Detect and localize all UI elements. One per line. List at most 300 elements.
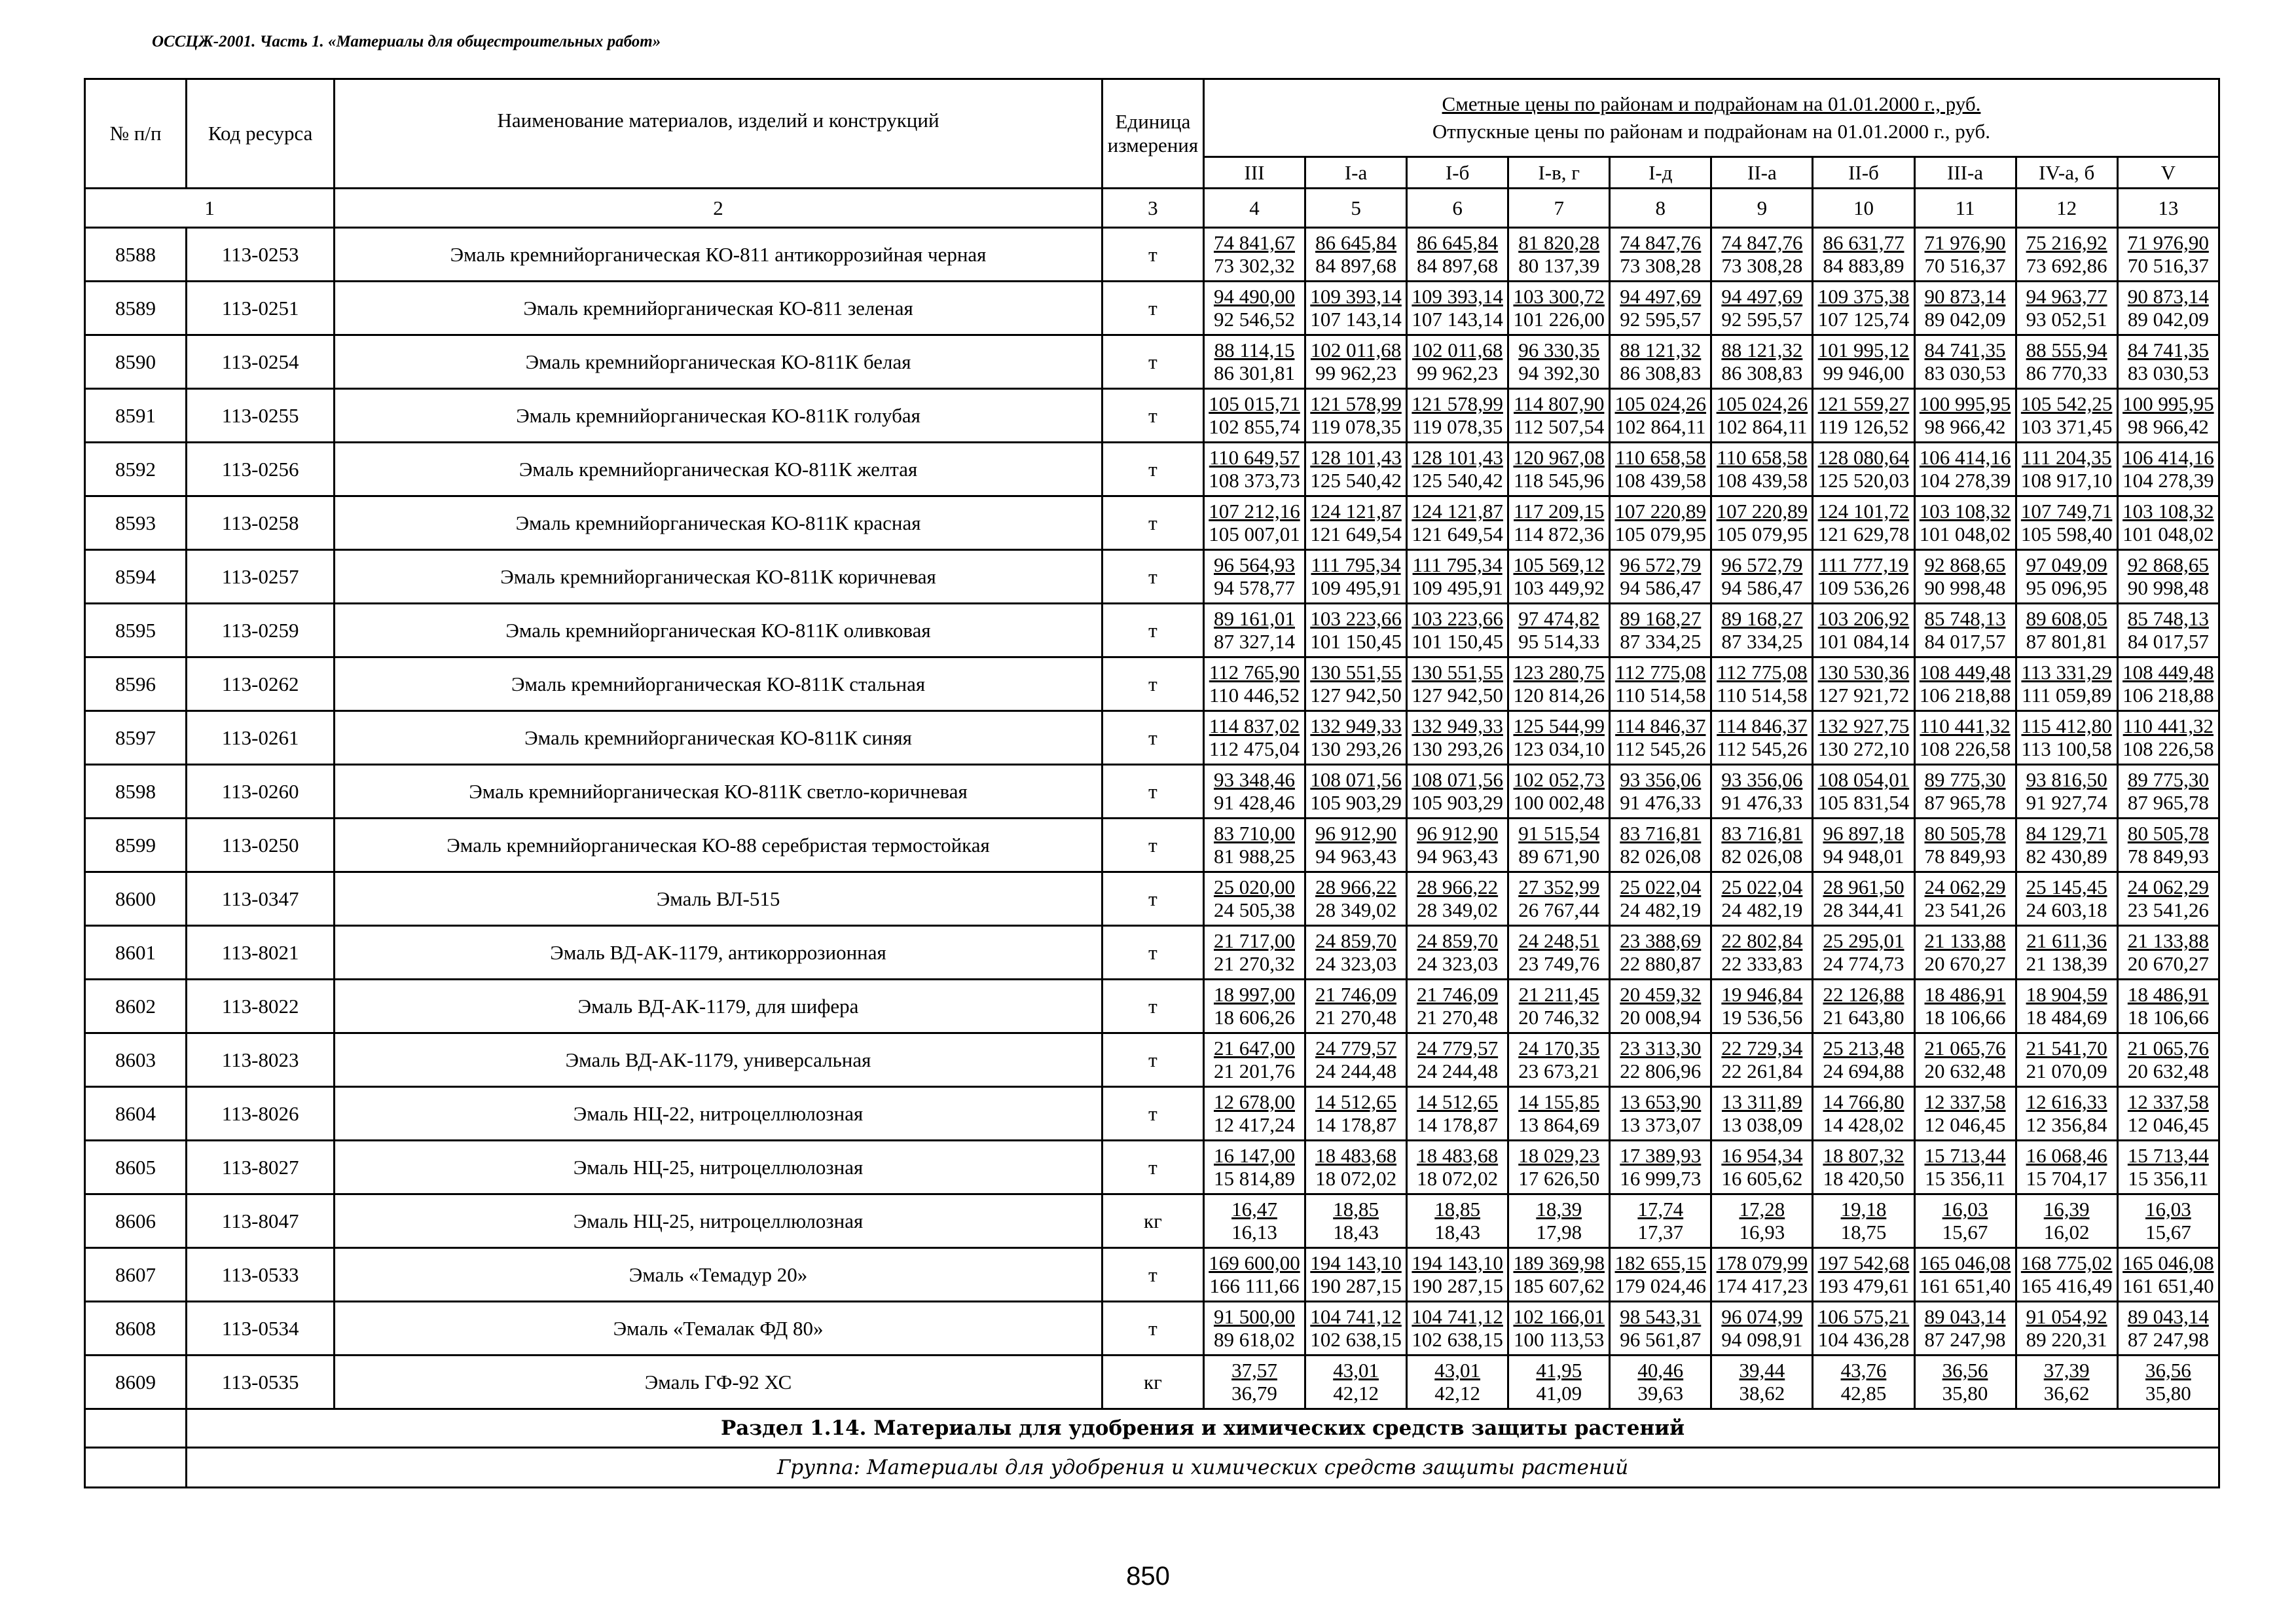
release-price: 103 371,45 — [2020, 415, 2113, 438]
price-cell — [2016, 1194, 2117, 1248]
estimate-price: 28 966,22 — [1417, 876, 1499, 898]
estimate-price: 102 052,73 — [1513, 768, 1605, 791]
estimate-price: 121 578,99 — [1412, 392, 1503, 415]
price-cell — [2117, 604, 2219, 657]
price-cell — [2117, 872, 2219, 926]
price-cell — [1711, 443, 1813, 496]
row-number: 8602 — [85, 980, 187, 1033]
table-row — [85, 1087, 2219, 1141]
release-price: 92 546,52 — [1213, 308, 1295, 331]
row-number: 8592 — [85, 443, 187, 496]
table-row — [85, 496, 2219, 550]
estimate-price: 20 459,32 — [1620, 983, 1702, 1006]
release-price: 89 220,31 — [2026, 1328, 2107, 1351]
price-cell — [2016, 550, 2117, 604]
unit: т — [1102, 657, 1203, 711]
release-price: 105 079,95 — [1716, 523, 1808, 545]
price-cell — [1407, 282, 1508, 335]
table-row — [85, 335, 2219, 389]
estimate-price: 15 713,44 — [2127, 1144, 2209, 1167]
price-cell — [1711, 872, 1813, 926]
material-name: Эмаль кремнийорганическая КО-811К синяя — [335, 711, 1102, 765]
estimate-price: 17,28 — [1739, 1198, 1785, 1221]
price-cell — [1711, 228, 1813, 282]
price-cell — [1203, 389, 1305, 443]
column-number: 13 — [2117, 189, 2219, 228]
estimate-price: 109 393,14 — [1412, 285, 1503, 308]
price-cell — [2016, 657, 2117, 711]
price-cell — [1508, 389, 1610, 443]
release-price: 16 999,73 — [1620, 1167, 1702, 1190]
release-price: 101 150,45 — [1310, 630, 1402, 653]
release-price: 87 327,14 — [1213, 630, 1295, 653]
price-cell — [1813, 1248, 1914, 1302]
price-cell — [1305, 389, 1407, 443]
resource-code: 113-0250 — [187, 819, 335, 872]
release-price: 73 302,32 — [1213, 254, 1295, 277]
price-cell — [1305, 980, 1407, 1033]
release-price: 109 495,91 — [1412, 576, 1503, 599]
price-cell — [1305, 335, 1407, 389]
price-cell — [1407, 1033, 1508, 1087]
release-price: 104 436,28 — [1817, 1328, 1910, 1351]
estimate-price: 105 015,71 — [1209, 392, 1300, 415]
table-row — [85, 1033, 2219, 1087]
estimate-price: 43,01 — [1434, 1359, 1481, 1382]
column-number: 4 — [1203, 189, 1305, 228]
price-cell — [1203, 872, 1305, 926]
unit: т — [1102, 496, 1203, 550]
release-price: 94 586,47 — [1721, 576, 1803, 599]
release-price: 105 007,01 — [1209, 523, 1300, 545]
release-price: 110 514,58 — [1615, 684, 1706, 707]
unit: т — [1102, 282, 1203, 335]
price-cell — [1610, 926, 1711, 980]
region-header: III-а — [1914, 157, 2016, 189]
resource-code: 113-0347 — [187, 872, 335, 926]
price-cell — [1508, 335, 1610, 389]
estimate-price: 94 490,00 — [1213, 285, 1295, 308]
unit: т — [1102, 1302, 1203, 1356]
price-cell — [1305, 550, 1407, 604]
estimate-price: 13 653,90 — [1620, 1090, 1702, 1113]
release-price: 190 287,15 — [1412, 1274, 1503, 1297]
price-cell — [1508, 926, 1610, 980]
price-cell — [1711, 1033, 1813, 1087]
estimate-price: 36,56 — [1942, 1359, 1988, 1382]
release-price: 87 334,25 — [1721, 630, 1803, 653]
release-price: 21 138,39 — [2026, 952, 2107, 975]
price-cell — [1508, 604, 1610, 657]
price-cell — [1711, 389, 1813, 443]
release-price: 19 536,56 — [1721, 1006, 1803, 1029]
estimate-price: 112 765,90 — [1209, 661, 1300, 684]
estimate-price: 110 441,32 — [2123, 714, 2214, 737]
estimate-price: 18 486,91 — [1924, 983, 2006, 1006]
price-cell — [1203, 1356, 1305, 1409]
price-cell — [2117, 1033, 2219, 1087]
column-number: 11 — [1914, 189, 2016, 228]
release-price: 113 100,58 — [2021, 737, 2112, 760]
release-price: 12 417,24 — [1213, 1113, 1295, 1136]
estimate-price: 25 145,45 — [2026, 876, 2107, 898]
estimate-price: 12 337,58 — [1924, 1090, 2006, 1113]
table-row — [85, 604, 2219, 657]
price-cell — [1203, 1194, 1305, 1248]
table-row — [85, 819, 2219, 872]
release-price: 83 030,53 — [1924, 361, 2006, 384]
material-name: Эмаль ВД-АК-1179, для шифера — [335, 980, 1102, 1033]
estimate-price: 36,56 — [2145, 1359, 2191, 1382]
price-cell — [1508, 443, 1610, 496]
estimate-price: 107 212,16 — [1209, 500, 1300, 523]
table-row — [85, 1302, 2219, 1356]
estimate-price: 108 449,48 — [1919, 661, 2011, 684]
price-cell — [1610, 228, 1711, 282]
release-price: 125 540,42 — [1310, 469, 1402, 492]
release-price: 14 178,87 — [1417, 1113, 1499, 1136]
release-price: 179 024,46 — [1614, 1274, 1707, 1297]
release-price: 94 948,01 — [1823, 845, 1904, 868]
estimate-price: 132 927,75 — [1817, 714, 1910, 737]
estimate-price: 18 486,91 — [2127, 983, 2209, 1006]
release-price: 92 595,57 — [1721, 308, 1803, 331]
release-price: 102 864,11 — [1615, 415, 1706, 438]
price-cell — [1407, 819, 1508, 872]
row-number: 8593 — [85, 496, 187, 550]
material-name: Эмаль ВД-АК-1179, универсальная — [335, 1033, 1102, 1087]
resource-code: 113-0257 — [187, 550, 335, 604]
price-cell — [1813, 1033, 1914, 1087]
estimate-price: 111 795,34 — [1412, 553, 1503, 576]
price-cell — [1914, 228, 2016, 282]
price-cell — [2016, 443, 2117, 496]
section-blank-cell — [85, 1409, 187, 1448]
price-cell — [1203, 657, 1305, 711]
release-price: 18 420,50 — [1823, 1167, 1904, 1190]
price-cell — [1610, 1302, 1711, 1356]
price-cell — [1914, 980, 2016, 1033]
column-number: 8 — [1610, 189, 1711, 228]
price-cell — [1203, 765, 1305, 819]
price-cell — [1914, 1033, 2016, 1087]
resource-code: 113-0534 — [187, 1302, 335, 1356]
price-cell — [1610, 335, 1711, 389]
release-price: 94 098,91 — [1721, 1328, 1803, 1351]
release-price: 15,67 — [2145, 1221, 2191, 1244]
estimate-price: 80 505,78 — [2127, 822, 2209, 845]
estimate-price: 18 997,00 — [1213, 983, 1295, 1006]
release-price: 109 495,91 — [1310, 576, 1402, 599]
estimate-price: 165 046,08 — [2123, 1251, 2214, 1274]
release-price: 193 479,61 — [1817, 1274, 1910, 1297]
release-price: 24 323,03 — [1417, 952, 1499, 975]
release-price: 125 520,03 — [1817, 469, 1910, 492]
column-number: 3 — [1102, 189, 1203, 228]
estimate-price: 89 775,30 — [1924, 768, 2006, 791]
table-row — [85, 1141, 2219, 1194]
material-name: Эмаль НЦ-22, нитроцеллюлозная — [335, 1087, 1102, 1141]
release-price: 121 649,54 — [1412, 523, 1503, 545]
estimate-price: 41,95 — [1536, 1359, 1582, 1382]
release-price: 17 626,50 — [1518, 1167, 1600, 1190]
price-cell — [2117, 1302, 2219, 1356]
estimate-price: 97 474,82 — [1518, 607, 1600, 630]
estimate-price: 91 054,92 — [2026, 1305, 2107, 1328]
estimate-price: 88 121,32 — [1620, 339, 1702, 361]
estimate-price: 83 710,00 — [1213, 822, 1295, 845]
release-price: 119 078,35 — [1310, 415, 1402, 438]
release-price: 185 607,62 — [1513, 1274, 1605, 1297]
estimate-price: 89 161,01 — [1213, 607, 1295, 630]
price-cell — [1203, 711, 1305, 765]
estimate-price: 84 741,35 — [2127, 339, 2209, 361]
price-cell — [1407, 1141, 1508, 1194]
release-price: 39,63 — [1637, 1382, 1684, 1405]
price-cell — [1610, 1033, 1711, 1087]
table-row — [85, 926, 2219, 980]
estimate-price: 110 658,58 — [1615, 446, 1706, 469]
unit: т — [1102, 1033, 1203, 1087]
unit: т — [1102, 1248, 1203, 1302]
release-price: 18,43 — [1434, 1221, 1481, 1244]
unit: т — [1102, 1141, 1203, 1194]
estimate-price: 92 868,65 — [2127, 553, 2209, 576]
estimate-price: 24 859,70 — [1417, 929, 1499, 952]
estimate-price: 107 220,89 — [1614, 500, 1707, 523]
release-price: 73 692,86 — [2026, 254, 2107, 277]
release-price: 108 439,58 — [1614, 469, 1707, 492]
release-price: 16,93 — [1739, 1221, 1785, 1244]
estimate-price: 89 608,05 — [2026, 607, 2107, 630]
release-price: 24 323,03 — [1315, 952, 1397, 975]
release-price: 90 998,48 — [2127, 576, 2209, 599]
price-cell — [1203, 335, 1305, 389]
release-price: 21 070,09 — [2026, 1060, 2107, 1082]
price-cell — [2016, 819, 2117, 872]
group-row — [85, 1448, 2219, 1488]
release-price: 101 048,02 — [1919, 523, 2011, 545]
price-cell — [1813, 228, 1914, 282]
release-price: 18 106,66 — [2127, 1006, 2209, 1029]
row-number: 8591 — [85, 389, 187, 443]
release-price: 94 392,30 — [1518, 361, 1600, 384]
price-cell — [1813, 819, 1914, 872]
unit: т — [1102, 980, 1203, 1033]
estimate-price: 169 600,00 — [1209, 1251, 1300, 1274]
estimate-price: 16 068,46 — [2026, 1144, 2107, 1167]
release-price: 42,12 — [1434, 1382, 1481, 1405]
price-cell — [2016, 926, 2117, 980]
price-cell — [1813, 550, 1914, 604]
unit: т — [1102, 335, 1203, 389]
release-price: 118 545,96 — [1514, 469, 1605, 492]
price-cell — [2016, 980, 2117, 1033]
release-price: 190 287,15 — [1310, 1274, 1402, 1297]
release-price: 20 008,94 — [1620, 1006, 1702, 1029]
release-price: 28 349,02 — [1417, 898, 1499, 921]
release-price: 94 963,43 — [1417, 845, 1499, 868]
unit: т — [1102, 819, 1203, 872]
release-price: 102 864,11 — [1717, 415, 1808, 438]
estimate-price: 74 847,76 — [1721, 231, 1803, 254]
release-price: 101 150,45 — [1412, 630, 1503, 653]
estimate-price: 74 841,67 — [1213, 231, 1295, 254]
price-cell — [1407, 926, 1508, 980]
price-cell — [1508, 980, 1610, 1033]
estimate-price: 16,47 — [1231, 1198, 1277, 1221]
table-row — [85, 980, 2219, 1033]
price-cell — [1914, 443, 2016, 496]
release-price: 91 476,33 — [1620, 791, 1702, 814]
release-price: 21 270,32 — [1213, 952, 1295, 975]
release-price: 98 966,42 — [2127, 415, 2209, 438]
price-cell — [2016, 1033, 2117, 1087]
price-cell — [1813, 980, 1914, 1033]
release-price: 26 767,44 — [1518, 898, 1600, 921]
price-cell — [1407, 228, 1508, 282]
region-header: I-б — [1407, 157, 1508, 189]
price-cell — [1610, 819, 1711, 872]
release-price: 86 770,33 — [2026, 361, 2107, 384]
estimate-price: 89 775,30 — [2127, 768, 2209, 791]
release-price: 105 598,40 — [2020, 523, 2113, 545]
price-cell — [1610, 550, 1711, 604]
price-cell — [1305, 926, 1407, 980]
release-price: 14 428,02 — [1823, 1113, 1904, 1136]
price-cell — [1711, 926, 1813, 980]
price-cell — [1407, 1302, 1508, 1356]
release-price: 18 072,02 — [1315, 1167, 1397, 1190]
release-price: 42,12 — [1333, 1382, 1379, 1405]
release-price: 86 308,83 — [1620, 361, 1702, 384]
estimate-price: 93 356,06 — [1620, 768, 1702, 791]
column-number: 9 — [1711, 189, 1813, 228]
price-cell — [1610, 1141, 1711, 1194]
estimate-price: 71 976,90 — [2127, 231, 2209, 254]
header-smet-prices: Сметные цены по районам и подрайонам на 01.01.2000 г., руб. — [1442, 92, 1981, 115]
price-cell — [2016, 1356, 2117, 1409]
estimate-price: 37,57 — [1231, 1359, 1277, 1382]
price-cell — [1203, 550, 1305, 604]
region-header: II-а — [1711, 157, 1813, 189]
price-cell — [1813, 443, 1914, 496]
estimate-price: 17 389,93 — [1620, 1144, 1702, 1167]
release-price: 15,67 — [1942, 1221, 1988, 1244]
estimate-price: 101 995,12 — [1817, 339, 1910, 361]
price-cell — [1508, 819, 1610, 872]
release-price: 94 963,43 — [1315, 845, 1397, 868]
price-cell — [1407, 389, 1508, 443]
estimate-price: 12 678,00 — [1213, 1090, 1295, 1113]
release-price: 87 801,81 — [2026, 630, 2107, 653]
column-number: 2 — [335, 189, 1102, 228]
estimate-price: 105 542,25 — [2020, 392, 2113, 415]
estimate-price: 194 143,10 — [1310, 1251, 1402, 1274]
estimate-price: 24 062,29 — [2127, 876, 2209, 898]
resource-code: 113-8026 — [187, 1087, 335, 1141]
estimate-price: 43,01 — [1333, 1359, 1379, 1382]
price-cell — [1305, 604, 1407, 657]
release-price: 20 746,32 — [1518, 1006, 1600, 1029]
price-cell — [2016, 389, 2117, 443]
estimate-price: 182 655,15 — [1614, 1251, 1707, 1274]
release-price: 89 671,90 — [1518, 845, 1600, 868]
price-cell — [1508, 1302, 1610, 1356]
unit: т — [1102, 389, 1203, 443]
estimate-price: 115 412,80 — [2021, 714, 2112, 737]
release-price: 41,09 — [1536, 1382, 1582, 1405]
estimate-price: 88 114,15 — [1214, 339, 1295, 361]
release-price: 108 226,58 — [1919, 737, 2011, 760]
estimate-price: 28 966,22 — [1315, 876, 1397, 898]
price-cell — [1305, 1194, 1407, 1248]
price-cell — [1407, 1248, 1508, 1302]
release-price: 105 903,29 — [1412, 791, 1503, 814]
price-cell — [1203, 1141, 1305, 1194]
release-price: 121 629,78 — [1817, 523, 1910, 545]
price-cell — [2117, 1087, 2219, 1141]
estimate-price: 21 746,09 — [1315, 983, 1397, 1006]
estimate-price: 94 963,77 — [2026, 285, 2107, 308]
price-cell — [1508, 1087, 1610, 1141]
estimate-price: 124 121,87 — [1412, 500, 1503, 523]
price-cell — [2117, 282, 2219, 335]
release-price: 13 038,09 — [1721, 1113, 1803, 1136]
price-cell — [1813, 926, 1914, 980]
release-price: 112 475,04 — [1209, 737, 1300, 760]
resource-code: 113-8021 — [187, 926, 335, 980]
price-cell — [1305, 1141, 1407, 1194]
row-number: 8605 — [85, 1141, 187, 1194]
price-cell — [1508, 1141, 1610, 1194]
price-cell — [1914, 1248, 2016, 1302]
row-number: 8588 — [85, 228, 187, 282]
price-cell — [1914, 926, 2016, 980]
price-cell — [1203, 980, 1305, 1033]
estimate-price: 24 779,57 — [1417, 1037, 1499, 1060]
release-price: 35,80 — [2145, 1382, 2191, 1405]
row-number: 8597 — [85, 711, 187, 765]
page-number: 850 — [1126, 1562, 1170, 1591]
price-cell — [1813, 335, 1914, 389]
release-price: 21 201,76 — [1213, 1060, 1295, 1082]
price-cell — [1508, 1356, 1610, 1409]
estimate-price: 25 022,04 — [1721, 876, 1803, 898]
release-price: 82 026,08 — [1721, 845, 1803, 868]
estimate-price: 24 779,57 — [1315, 1037, 1397, 1060]
estimate-price: 88 121,32 — [1721, 339, 1803, 361]
estimate-price: 22 729,34 — [1721, 1037, 1803, 1060]
price-cell — [1914, 711, 2016, 765]
release-price: 80 137,39 — [1518, 254, 1600, 277]
header-num: № п/п — [85, 79, 187, 189]
release-price: 78 849,93 — [2127, 845, 2209, 868]
price-cell — [1407, 550, 1508, 604]
estimate-price: 92 868,65 — [1924, 553, 2006, 576]
column-number: 6 — [1407, 189, 1508, 228]
section-row — [85, 1409, 2219, 1448]
section-title: Раздел 1.14. Материалы для удобрения и химических средств защиты растений — [187, 1409, 2219, 1448]
release-price: 161 651,40 — [1919, 1274, 2011, 1297]
estimate-price: 21 065,76 — [1924, 1037, 2006, 1060]
release-price: 119 126,52 — [1818, 415, 1909, 438]
price-cell — [1711, 1194, 1813, 1248]
release-price: 24 505,38 — [1213, 898, 1295, 921]
release-price: 84 897,68 — [1417, 254, 1499, 277]
unit: т — [1102, 926, 1203, 980]
release-price: 13 864,69 — [1518, 1113, 1600, 1136]
